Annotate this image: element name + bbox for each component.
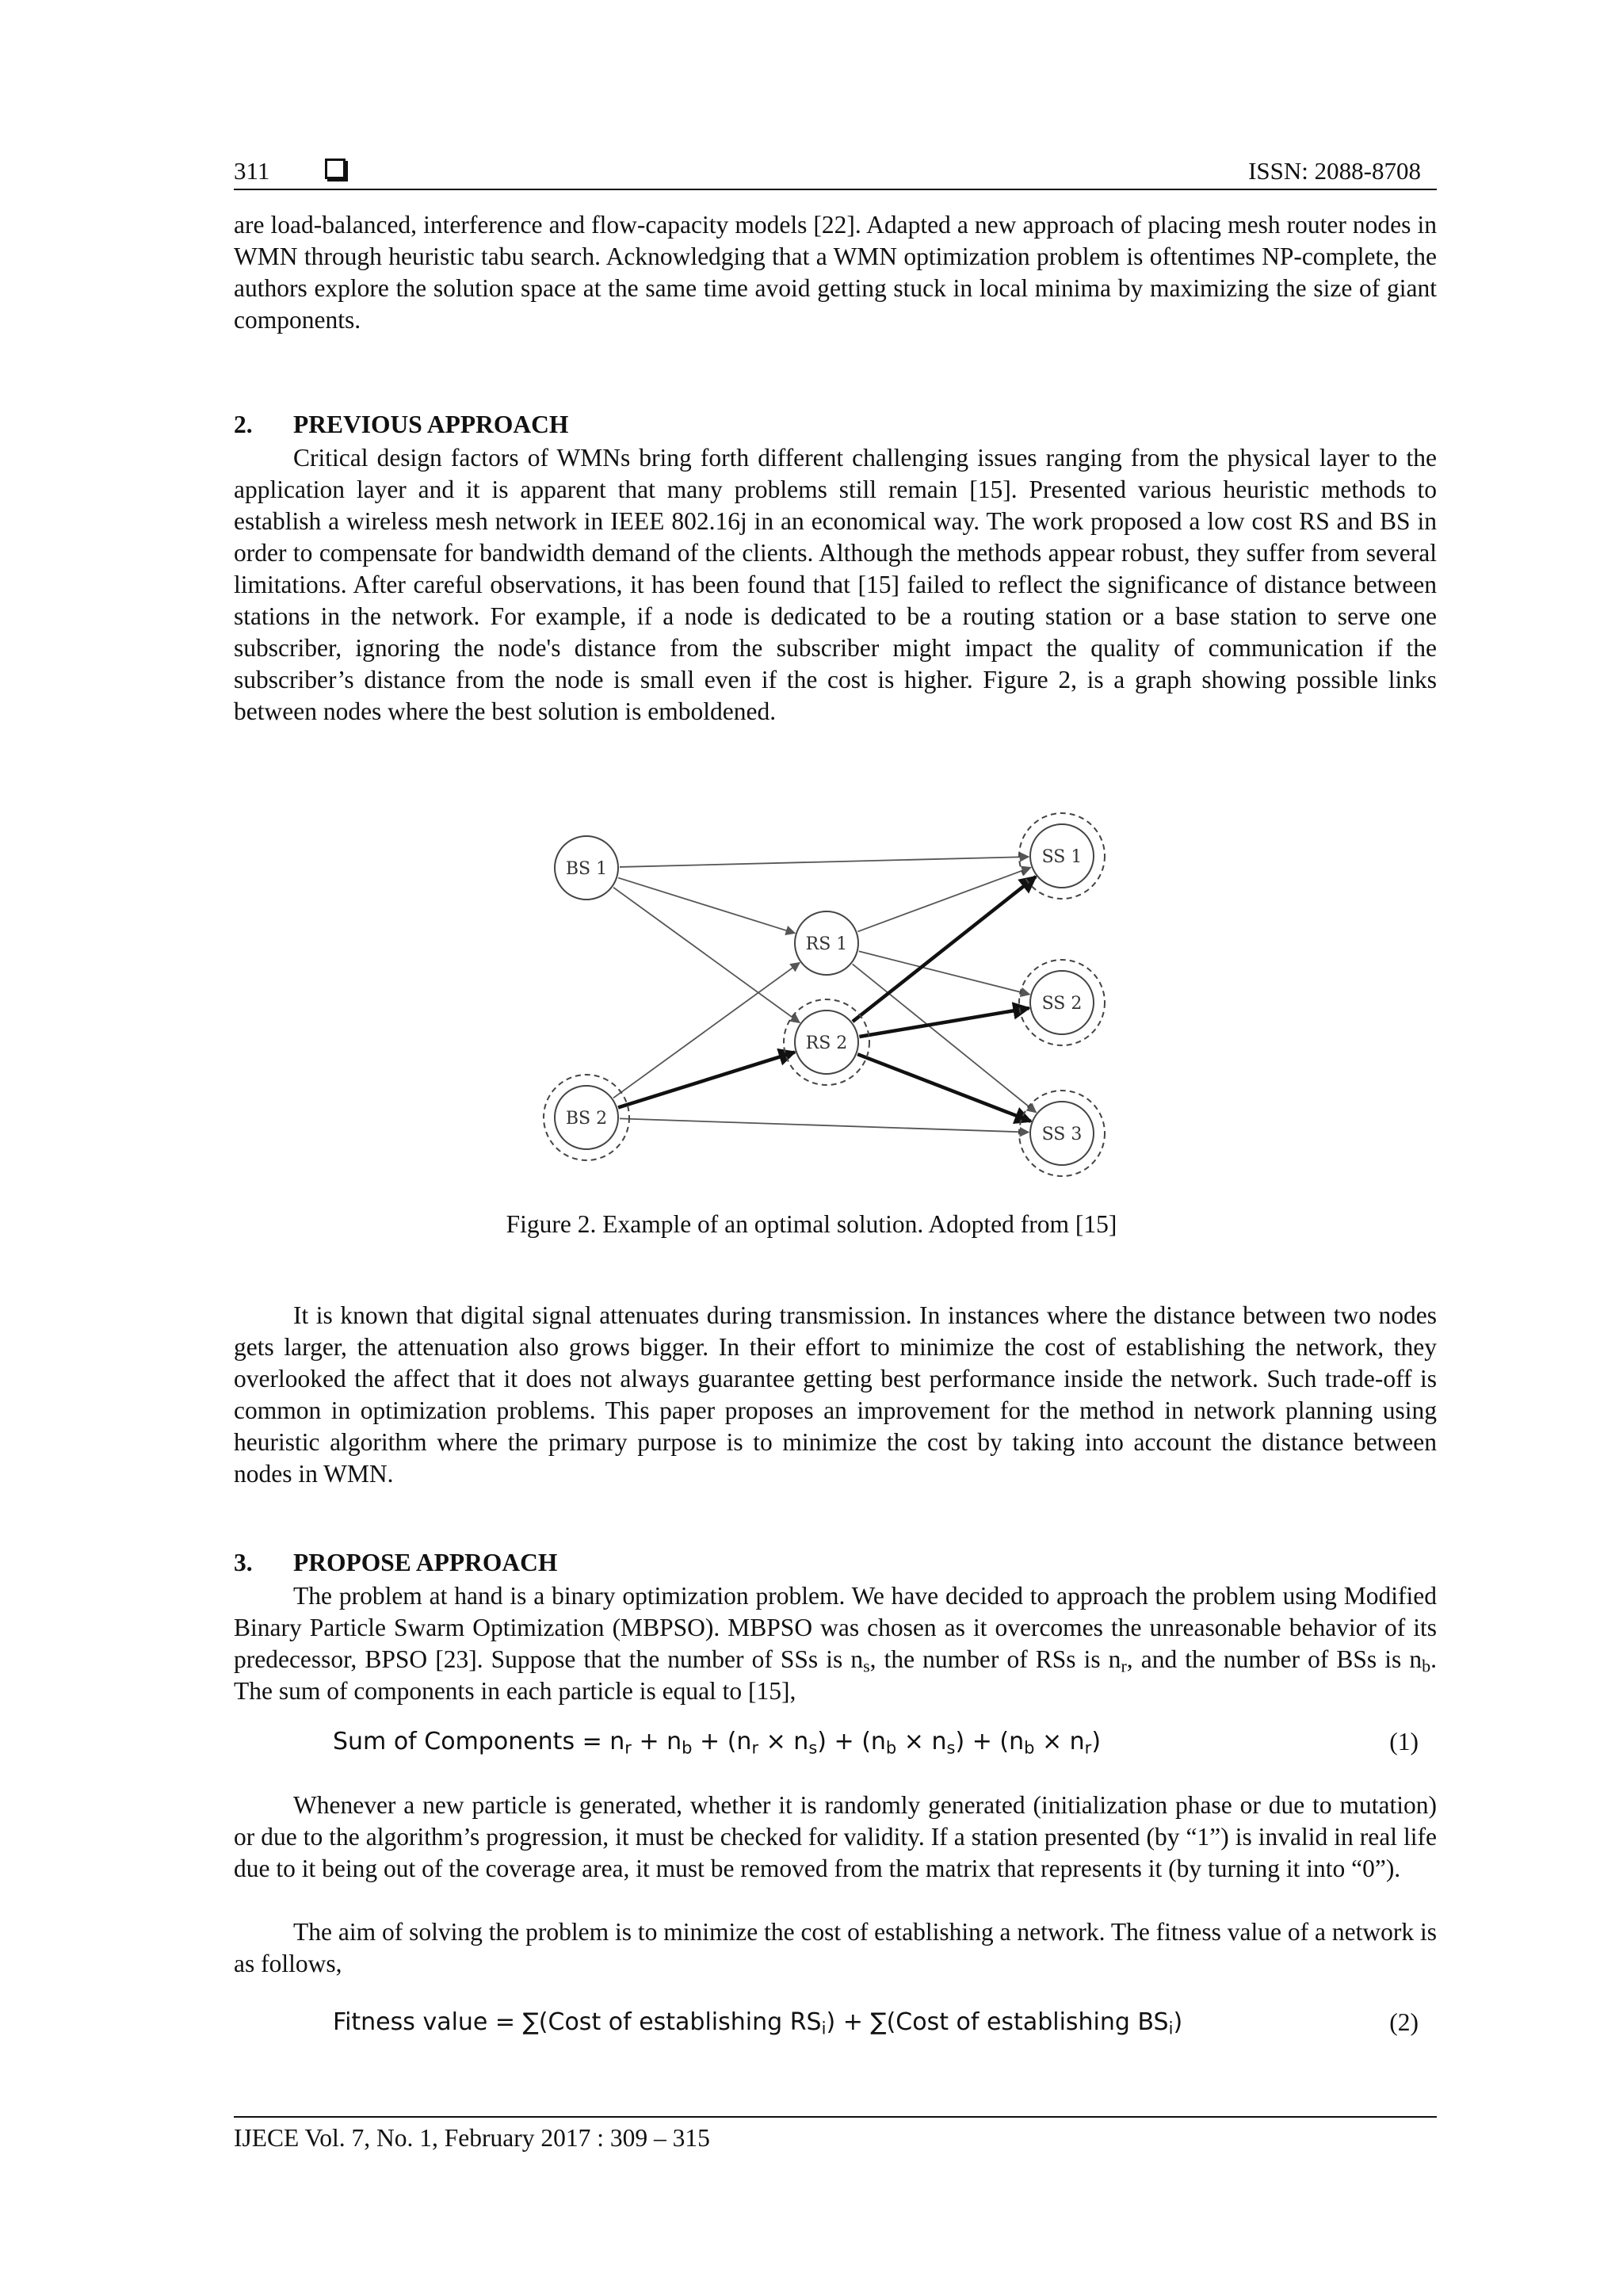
section-3-paragraph-2: Whenever a new particle is generated, whether it is randomly generated (initialization phase or due to mutation) or due to the algorithm’s progression, it must be checked for validity. If a station presented (by “1”) is invalid in real life due to it being out of the coverage area, it must be removed from the matrix that represents it (by turning it into “0”). [234,1791,1437,1882]
header-divider [234,189,1437,190]
node-ss2 [1019,960,1105,1045]
node-label: BS 2 [565,1109,608,1129]
equation-1: Sum of Components = $n_r + n_b + (n_r \times n_s) + (n_b \times n_s) + (n_b \times n_r)$ [333,1728,1102,1758]
equation-2-number: (2) [1389,2008,1419,2036]
footer-divider [234,2116,1437,2118]
intro-paragraph: are load-balanced, interference and flow-capacity models [22]. Adapted a new approach of placing mesh router nodes in WMN through heuristic tabu search. Acknowledging that a WMN optimization problem is oftentimes NP-complete, the authors explore the solution space at the same time avoid getting stuck in local minima by maximizing the size of giant components. [234,211,1437,334]
section-number: 3. [234,1549,253,1576]
section-2-paragraph-1: Critical design factors of WMNs bring forth different challenging issues ranging from the physical layer to the application layer and it is apparent that many problems still remain [15]. Presented various heuristic methods to establish a wireless mesh network in IEEE 802.16j in an economical way. The work proposed a low cost RS and BS in order to compensate for bandwidth demand of the clients. Although the methods appear robust, they suffer from several limitations. After careful observations, it has been found that [15] failed to reflect the significance of distance between stations in the network. For example, if a node is dedicated to be a routing station or a base station to serve one subscriber, ignoring the node's distance from the subscriber might impact the quality of communication if the subscriber’s distance from the node is small even if the cost is higher. Figure 2, is a graph showing possible links between nodes where the best solution is emboldened. [234,444,1437,725]
edge-bs2-rs1 [613,963,800,1098]
equation-1-number: (1) [1389,1728,1419,1755]
section-2-heading [234,411,568,439]
node-bs1 [555,836,618,900]
edge-bs1-ss1 [620,857,1029,867]
edge-bs2-ss3 [620,1118,1029,1132]
node-rs2 [784,999,869,1085]
node-label: RS 2 [805,1033,848,1053]
section-2-paragraph-2: It is known that digital signal attenuates during transmission. In instances where the distance between two nodes gets larger, the attenuation also grows bigger. In their effort to minimize the cost of establishing the network, they overlooked the affect that it does not always guarantee getting best performance inside the network. Such trade-off is common in optimization problems. This paper proposes an improvement for the method in network planning using heuristic algorithm where the primary purpose is to minimize the cost by taking into account the distance between nodes in WMN. [234,1301,1437,1488]
node-label: SS 2 [1041,994,1083,1014]
node-ss3 [1019,1091,1105,1176]
edge-rs2-ss2 [859,1008,1029,1037]
issn: ISSN: 2088-8708 [1248,157,1421,185]
edge-rs1-ss3 [853,964,1037,1112]
edge-bs1-rs1 [618,878,795,934]
page-number: 311 [234,157,270,185]
edge-bs1-rs2 [613,888,800,1023]
edge-rs1-ss2 [859,951,1030,994]
section-title: PREVIOUS APPROACH [293,411,569,438]
figure-caption: Figure 2. Example of an optimal solution. Adopted from [15] [506,1210,1117,1238]
node-label: SS 1 [1041,847,1083,867]
footer-citation: IJECE Vol. 7, No. 1, February 2017 : 309 – 315 [234,2124,710,2152]
edge-rs2-ss1 [853,877,1036,1022]
node-label: SS 3 [1041,1125,1083,1144]
section-title: PROPOSE APPROACH [293,1549,558,1576]
equation-2: Fitness value = ∑(Cost of establishing $RS_i$) + ∑(Cost of establishing $BS_i$) [333,2008,1183,2038]
node-label: BS 1 [565,859,608,879]
network-graph-figure [0,793,1623,1205]
checkbox-square-icon [325,159,346,179]
section-3-heading [234,1549,557,1577]
node-rs1 [795,911,858,975]
node-label: RS 1 [805,934,848,954]
edge-bs2-rs2 [618,1052,795,1108]
node-bs2 [544,1075,629,1160]
section-3-paragraph-1: The problem at hand is a binary optimization problem. We have decided to approach the problem using Modified Binary Particle Swarm Optimization (MBPSO). MBPSO was chosen as it overcomes the unreasonable behavior of its predecessor, BPSO [23]. Suppose that the number of SSs is $n_s$, the number of RSs is $n_r$, and the number of BSs is $n_b$. The sum of components in each particle is equal to [15], [234,1582,1437,1705]
section-3-paragraph-3: The aim of solving the problem is to minimize the cost of establishing a network. The fitness value of a network is as follows, [234,1918,1437,1977]
node-ss1 [1019,813,1105,899]
section-number: 2. [234,411,253,438]
